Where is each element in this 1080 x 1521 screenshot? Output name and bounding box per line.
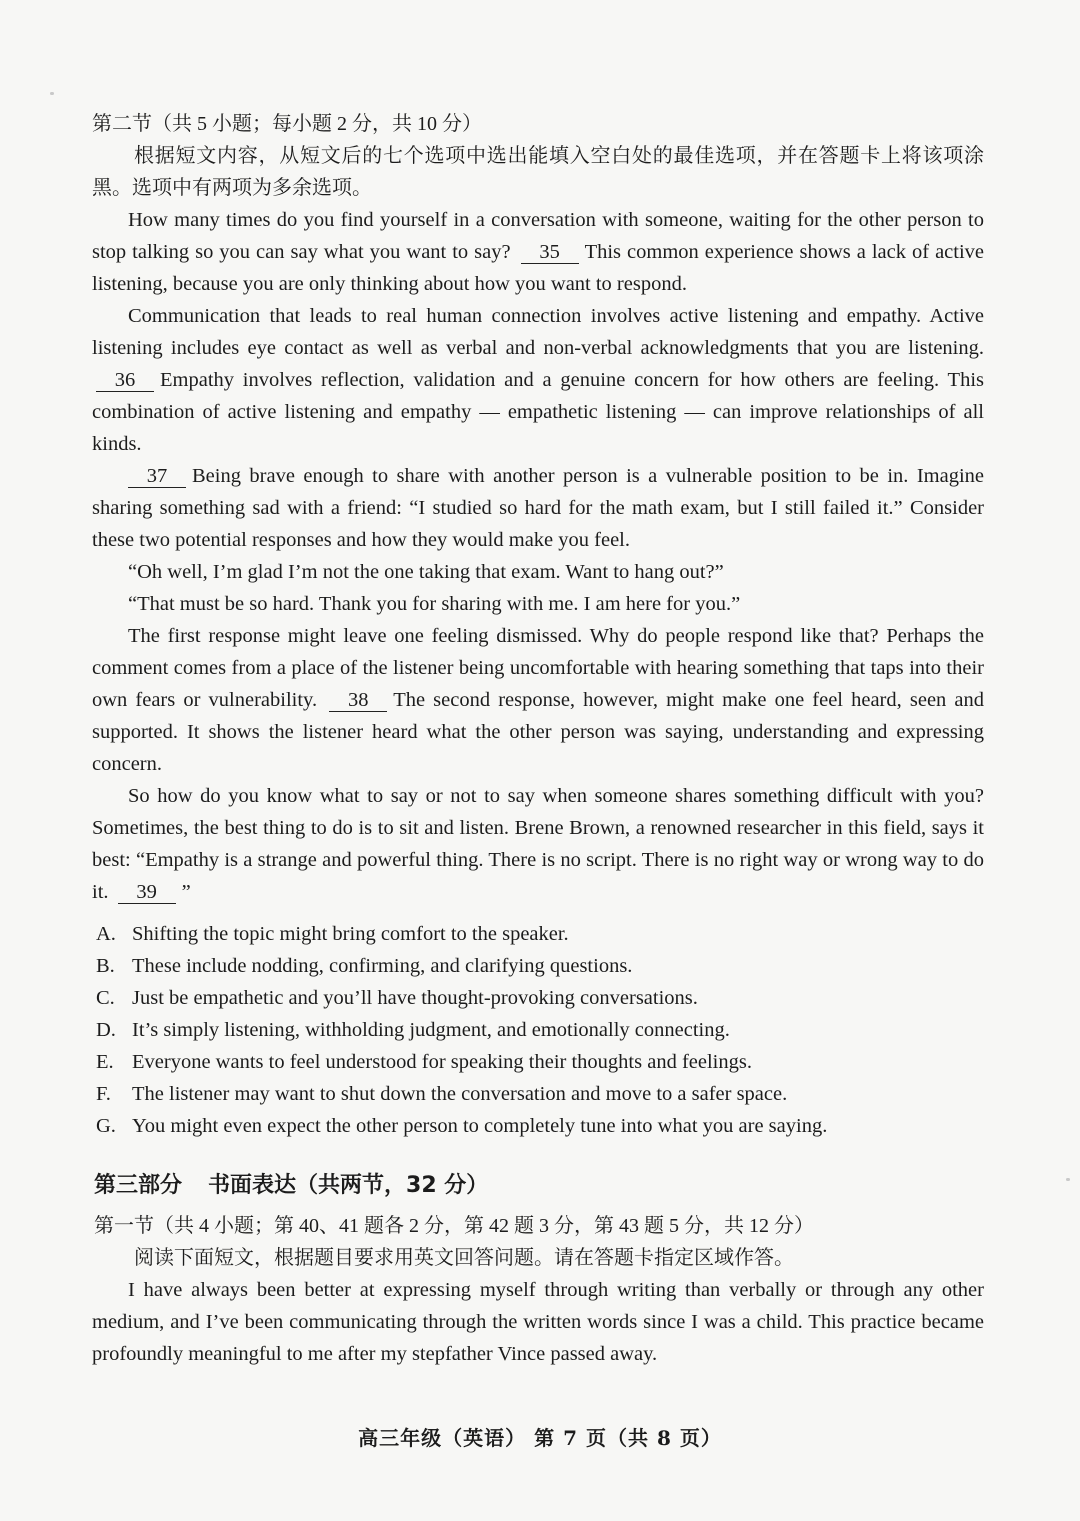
- part3-section1-heading: 第一节（共 4 小题；第 40、41 题各 2 分，第 42 题 3 分，第 43 题 5 分，共 12 分）: [94, 1215, 814, 1237]
- options-list: [96, 918, 984, 1142]
- page-footer: 高三年级（英语） 第 7 页（共 8 页）: [358, 1426, 722, 1450]
- option-letter: A.: [96, 923, 116, 945]
- blank-39: 39: [118, 881, 176, 904]
- part3-title: [94, 1166, 984, 1206]
- option-text: The listener may want to shut down the conversation and move to a safer space.: [132, 1083, 788, 1105]
- p2-text-after: Empathy involves reflection, validation and a genuine concern for how others are feeling. This combination of active listening and empathy — empathetic listening — can improve relationships of all kinds.: [92, 369, 984, 455]
- exam-page: [92, 108, 984, 1370]
- blank-36: 36: [96, 369, 154, 392]
- p2-text-before: Communication that leads to real human connection involves active listening and empathy. Active listening includes eye contact as well as verbal and non-verbal acknowledgments that you are listening.: [92, 305, 984, 359]
- quote-response-1: “Oh well, I’m glad I’m not the one taking that exam. Want to hang out?”: [128, 561, 724, 583]
- section2-heading: 第二节（共 5 小题；每小题 2 分，共 10 分）: [92, 113, 482, 135]
- blank-37: 37: [128, 465, 186, 488]
- option-letter: D.: [96, 1019, 116, 1041]
- option-e: [96, 1046, 984, 1078]
- option-text: These include nodding, confirming, and clarifying questions.: [132, 955, 633, 977]
- option-letter: C.: [96, 987, 115, 1009]
- part3-title-right: 书面表达（共两节，32 分）: [208, 1173, 489, 1198]
- passage-paragraph-1: [92, 204, 984, 300]
- passage-paragraph-3: [92, 460, 984, 556]
- part3-title-left: 第三部分: [94, 1173, 183, 1198]
- part3-instruction: 阅读下面短文，根据题目要求用英文回答问题。请在答题卡指定区域作答。: [134, 1247, 794, 1269]
- scan-speck: [1066, 1178, 1070, 1181]
- option-b: [96, 950, 984, 982]
- p4-text-before: The first response might leave one feeling dismissed. Why do people respond like that? Perhaps the comment comes from a place of the listener being uncomfortable with hearing something that taps into their own fears or vulnerability.: [92, 625, 984, 711]
- option-letter: E.: [96, 1051, 114, 1073]
- option-text: Shifting the topic might bring comfort to the speaker.: [132, 923, 569, 945]
- part3-paragraph: I have always been better at expressing myself through writing than verbally or through any other medium, and I’ve been communicating through the written words since I was a child. This practice became profoundly meaningful to me after my stepfather Vince passed away.: [92, 1279, 984, 1365]
- blank-35: 35: [521, 241, 579, 264]
- p3-text-after: Being brave enough to share with another person is a vulnerable position to be in. Imagine sharing something sad with a friend: “I studied so hard for the math exam, but I still failed it.” Consider these two potential responses and how they would make you feel.: [92, 465, 984, 551]
- option-letter: B.: [96, 955, 115, 977]
- option-f: [96, 1078, 984, 1110]
- p4-text-after: The second response, however, might make one feel heard, seen and supported. It shows the listener heard what the other person was saying, understanding and expressing concern.: [92, 689, 984, 775]
- option-text: Everyone wants to feel understood for speaking their thoughts and feelings.: [132, 1051, 752, 1073]
- passage-paragraph-2: [92, 300, 984, 460]
- option-a: [96, 918, 984, 950]
- p1-text-before: How many times do you find yourself in a conversation with someone, waiting for the other person to stop talking so you can say what you want to say?: [92, 209, 984, 263]
- p5-text-before: So how do you know what to say or not to say when someone shares something difficult with you? Sometimes, the best thing to do is to sit and listen. Brene Brown, a renowned researcher in this field, says it best: “Empathy is a strange and powerful thing. There is no script. There is no right way or wrong way to do it.: [92, 785, 984, 903]
- option-text: You might even expect the other person to completely tune into what you are saying.: [132, 1115, 828, 1137]
- option-c: [96, 982, 984, 1014]
- quote-response-2: “That must be so hard. Thank you for sharing with me. I am here for you.”: [128, 593, 741, 615]
- option-text: Just be empathetic and you’ll have thought-provoking conversations.: [132, 987, 698, 1009]
- option-letter: G.: [96, 1115, 116, 1137]
- option-letter: F.: [96, 1083, 111, 1105]
- passage-paragraph-5: [92, 780, 984, 908]
- section2-instruction: 根据短文内容，从短文后的七个选项中选出能填入空白处的最佳选项，并在答题卡上将该项涂黑。选项中有两项为多余选项。: [92, 145, 984, 199]
- blank-38: 38: [329, 689, 387, 712]
- option-d: [96, 1014, 984, 1046]
- option-g: [96, 1110, 984, 1142]
- p5-text-after: ”: [181, 881, 191, 903]
- option-text: It’s simply listening, withholding judgment, and emotionally connecting.: [132, 1019, 730, 1041]
- scan-speck: [50, 92, 54, 95]
- p1-text-after: This common experience shows a lack of active listening, because you are only thinking about how you want to respond.: [92, 241, 985, 295]
- passage-paragraph-4: [92, 620, 984, 780]
